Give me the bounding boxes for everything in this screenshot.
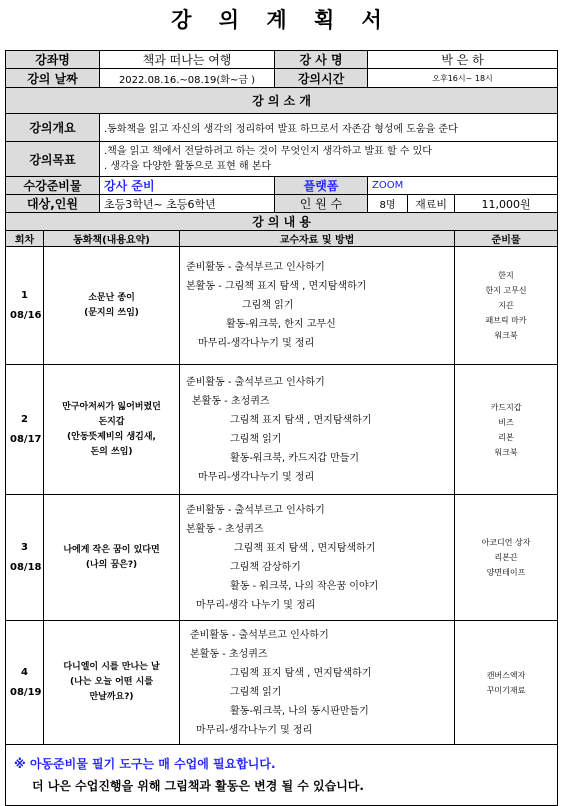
time-label: 강의시간 xyxy=(275,69,368,88)
book-line: 나에게 작은 꿈이 있다면 xyxy=(63,544,160,555)
content-section-header: 강 의 내 용 xyxy=(6,213,558,231)
book-line: 만날까요?) xyxy=(89,692,134,702)
session-number: 1 xyxy=(21,289,28,301)
activity-line: 그림책 표지 탐색 , 면지탐색하기 xyxy=(234,542,376,554)
col-book: 동화책(내용요약) xyxy=(44,231,180,247)
activity-line: 그림책 표지 탐색 , 면지탐색하기 xyxy=(230,667,372,679)
target-label: 대상,인원 xyxy=(6,195,100,213)
goal-line-2: . 생각을 다양한 활동으로 표현 해 본다 xyxy=(104,161,272,172)
platform-value: ZOOM xyxy=(368,177,558,195)
activity-line: 활동-워크북, 나의 동시판만들기 xyxy=(230,705,369,717)
teacher-value: 박 은 하 xyxy=(368,51,558,69)
material-item: 캔버스액자 xyxy=(486,670,526,680)
activity-line: 본활동 - 초성퀴즈 xyxy=(190,648,268,660)
activity-line: 본활동 - 초성퀴즈 xyxy=(186,523,264,535)
fee-label: 재료비 xyxy=(408,195,455,213)
session-number: 4 xyxy=(21,666,28,678)
activity-line: 그림책 감상하기 xyxy=(230,561,301,573)
book-line: 만구아저씨가 잃어버렸던 xyxy=(62,401,161,412)
activity-line: 준비활동 - 출석부르고 인사하기 xyxy=(186,376,325,388)
activity-line: 마무리-생각 나누기 및 정리 xyxy=(196,599,316,611)
activity-line: 활동 - 워크북, 나의 작은꿈 이야기 xyxy=(230,580,379,592)
material-item: 한지 고무신 xyxy=(485,286,527,295)
material-item: 카드지갑 xyxy=(490,402,522,412)
session-number: 3 xyxy=(21,541,28,553)
note-line-1: ※ 아동준비물 필기 도구는 매 수업에 필요합니다. xyxy=(14,757,276,771)
time-value: 오후16시~ 18시 xyxy=(368,69,558,88)
book-line: (안동뜻제비의 생김새, xyxy=(67,431,156,442)
table-row xyxy=(6,621,558,745)
material-item: 리본끈 xyxy=(494,553,518,562)
overview-label: 강의개요 xyxy=(6,114,100,142)
session-date: 08/17 xyxy=(10,433,42,445)
book-line: (문지의 쓰임) xyxy=(84,307,139,318)
overview-value: .동화책을 읽고 자신의 생각의 정리하여 발표 하므로서 자존감 형성에 도움을 준다 xyxy=(100,114,558,142)
session-date: 08/19 xyxy=(10,686,42,698)
material-item: 아코디언 상자 xyxy=(481,538,531,547)
col-materials: 준비물 xyxy=(455,231,558,247)
teacher-label: 강 사 명 xyxy=(275,51,368,69)
activity-line: 본활동 - 초성퀴즈 xyxy=(192,395,270,407)
prep-value: 강사 준비 xyxy=(100,177,275,195)
activity-line: 활동-워크북, 한지 고무신 xyxy=(226,319,336,330)
material-item: 리본 xyxy=(498,432,514,442)
book-line: (나의 꿈은?) xyxy=(85,559,138,570)
goal-line-1: .책을 읽고 책에서 전달하려고 하는 것이 무엇인지 생각하고 발표 할 수 있다 xyxy=(104,146,432,157)
activity-line: 마무리-생각나누기 및 정리 xyxy=(198,338,315,349)
count-label: 인 원 수 xyxy=(275,195,368,213)
notes-row xyxy=(6,745,558,806)
activity-line: 그림책 읽기 xyxy=(242,300,294,311)
count-value: 8명 xyxy=(368,195,408,213)
course-value: 책과 떠나는 여행 xyxy=(100,51,275,69)
session-date: 08/18 xyxy=(10,561,42,573)
material-item: 양면테이프 xyxy=(486,568,526,577)
date-value: 2022.08.16.~08.19(화~금 ) xyxy=(100,69,275,88)
material-item: 워크북 xyxy=(494,331,518,340)
session-number: 2 xyxy=(21,413,28,425)
book-line: 돈지갑 xyxy=(98,416,125,427)
material-item: 패브릭 마카 xyxy=(485,316,527,325)
material-item: 한지 xyxy=(498,271,514,280)
activity-line: 그림책 읽기 xyxy=(230,433,282,445)
activity-line: 준비활동 - 출석부르고 인사하기 xyxy=(190,629,329,641)
material-item: 지끈 xyxy=(498,301,514,310)
prep-label: 수강준비물 xyxy=(6,177,100,195)
material-item: 워크북 xyxy=(494,447,518,457)
activity-line: 마무리-생각나누기 및 정리 xyxy=(198,471,315,483)
book-line: 돈의 쓰임) xyxy=(90,446,133,457)
book-line: 소문난 종이 xyxy=(88,292,135,303)
table-row xyxy=(6,365,558,495)
course-label: 강좌명 xyxy=(6,51,100,69)
book-line: 다니엘이 시를 만나는 날 xyxy=(63,662,160,672)
activity-line: 활동-워크북, 카드지갑 만들기 xyxy=(230,452,360,464)
activity-line: 마무리-생각나누기 및 정리 xyxy=(196,724,313,736)
fee-value: 11,000원 xyxy=(455,195,558,213)
page-title: 강 의 계 획 서 xyxy=(171,8,392,32)
goal-label: 강의목표 xyxy=(6,142,100,177)
activity-line: 준비활동 - 출석부르고 인사하기 xyxy=(186,262,325,273)
target-value: 초등3학년~ 초등6학년 xyxy=(100,195,275,213)
lecture-plan-table xyxy=(5,50,558,806)
activity-line: 그림책 읽기 xyxy=(230,686,282,698)
book-line: (나는 오늘 어떤 시를 xyxy=(69,677,154,687)
activity-line: 그림책 표지 탐색 , 면지탐색하기 xyxy=(230,414,372,426)
note-line-2: 더 나은 수업진행을 위해 그림책과 활동은 변경 될 수 있습니다. xyxy=(32,779,364,793)
material-item: 꾸미기재료 xyxy=(486,685,526,695)
activity-line: 본활동 - 그림책 표지 탐색 , 면지탐색하기 xyxy=(186,281,367,292)
activity-line: 준비활동 - 출석부르고 인사하기 xyxy=(186,504,325,516)
table-row xyxy=(6,247,558,365)
material-item: 비즈 xyxy=(498,417,514,427)
col-session: 회차 xyxy=(6,231,44,247)
table-row xyxy=(6,495,558,621)
date-label: 강의 날짜 xyxy=(6,69,100,88)
col-method: 교수자료 및 방법 xyxy=(180,231,455,247)
session-date: 08/16 xyxy=(10,309,42,321)
platform-label: 플랫폼 xyxy=(275,177,368,195)
intro-section-header: 강 의 소 개 xyxy=(6,88,558,114)
